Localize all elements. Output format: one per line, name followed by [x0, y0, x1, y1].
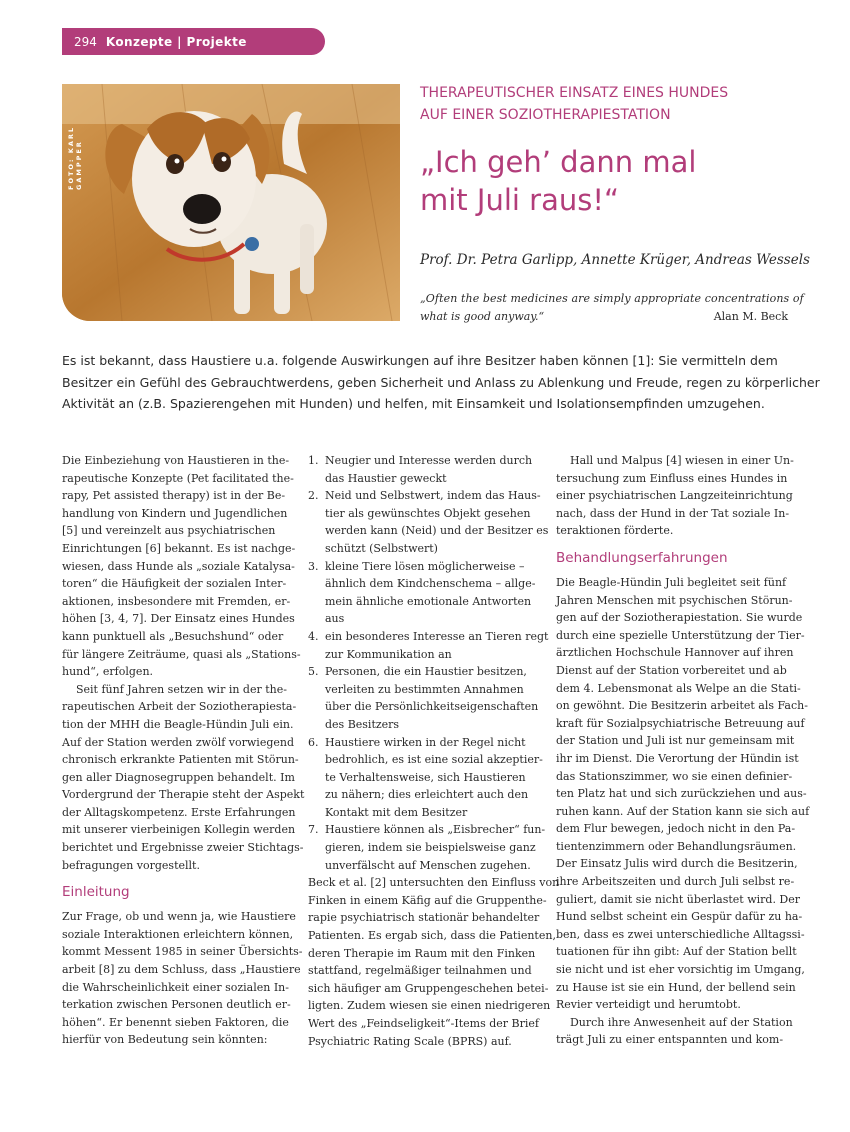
text-line: Wert des „Feindseligkeit“-Items der Brief	[308, 1017, 539, 1030]
text-line: rapeutischen Arbeit der Soziotherapiesta-	[62, 700, 297, 714]
text-line: für längere Zeiträume, quasi als „Stations-	[62, 647, 301, 661]
text-line: Revier verteidigt und herumtobt.	[556, 998, 741, 1012]
text-line: aktionen, insbesondere mit Fremden, er-	[62, 594, 291, 608]
text-line: chronisch erkrankte Patienten mit Störun-	[62, 753, 299, 767]
text-line: zu Hause ist sie ein Hund, der bellend sein	[556, 980, 796, 994]
text-line: mit unserer vierbeinigen Kollegin werden	[62, 823, 296, 837]
text-line: ihre Arbeitszeiten und durch Juli selbst re-	[556, 875, 795, 889]
text-line: des Besitzers	[325, 717, 400, 731]
kicker-line: THERAPEUTISCHER EINSATZ EINES HUNDES	[420, 85, 729, 101]
text-line: rapeutische Konzepte (Pet facilitated the-	[62, 471, 294, 485]
section-label: Konzepte | Projekte	[105, 34, 247, 49]
text-line: gieren, indem sie beispielsweise ganz	[325, 841, 536, 855]
list-number: 4.	[308, 629, 319, 643]
text-line: werden kann (Neid) und der Besitzer es	[325, 524, 549, 538]
text-line: der Station und Juli ist nur gemeinsam mit	[556, 734, 795, 748]
text-line: dem Flur bewegen, jedoch nicht in den Pa-	[556, 822, 796, 836]
list-number: 7.	[308, 823, 319, 837]
text-line: aus	[325, 612, 345, 626]
text-line: gen aller Diagnosegruppen behandelt. Im	[62, 770, 295, 784]
text-line: Dienst auf der Station vorbereitet und ab	[556, 663, 787, 677]
text-line: soziale Interaktionen erleichtern können,	[62, 927, 294, 941]
text-line: kleine Tiere lösen möglicherweise –	[325, 559, 525, 573]
lead-line: Besitzer ein Gefühl des Gebrauchtwerdens, geben Sicherheit und Anlass zu Ablenkung und Freude, regen zu körperlicher	[62, 374, 820, 390]
text-line: unverfälscht auf Menschen zugehen.	[325, 858, 531, 872]
text-line: toren“ die Häufigkeit der sozialen Inter-	[62, 577, 287, 591]
text-line: mein ähnliche emotionale Antworten	[325, 594, 532, 608]
text-line: Haustiere wirken in der Regel nicht	[325, 735, 526, 749]
text-line: trägt Juli zu einer entspannten und kom-	[556, 1033, 784, 1047]
text-line: Die Einbeziehung von Haustieren in the-	[62, 454, 290, 467]
text-line: Patienten. Es ergab sich, dass die Patienten,	[308, 929, 556, 943]
text-line: Einrichtungen [6] bekannt. Es ist nachge-	[62, 541, 296, 555]
text-line: arbeit [8] zu dem Schluss, dass „Haustiere	[62, 963, 301, 977]
text-line: nach, dass der Hund in der Tat soziale In-	[556, 506, 790, 520]
text-line: Vordergrund der Therapie steht der Aspekt	[62, 788, 305, 802]
list-item	[308, 628, 549, 663]
text-line: ihr im Dienst. Die Verortung der Hündin ist	[556, 751, 799, 765]
list-item	[308, 487, 549, 557]
text-line: handlung von Kindern und Jugendlichen	[62, 506, 288, 520]
text-line: Neugier und Interesse werden durch	[325, 454, 533, 467]
epigraph-line: what is good anyway.“	[420, 310, 545, 323]
text-line: tientenzimmern oder Behandlungsräumen.	[556, 839, 797, 853]
text-line: on gewöhnt. Die Besitzerin arbeitet als Fach-	[556, 699, 808, 713]
running-header	[62, 28, 325, 55]
text-line: [5] und vereinzelt aus psychiatrischen	[62, 524, 276, 538]
text-line: tuationen für ihn gibt: Auf der Station bellt	[556, 945, 797, 959]
text-line: Kontakt mit dem Besitzer	[325, 805, 468, 819]
text-line: höhen“. Er benennt sieben Faktoren, die	[62, 1015, 289, 1029]
text-line: ein besonderes Interesse an Tieren regt	[325, 629, 549, 643]
text-line: bedrohlich, es ist eine sozial akzeptier-	[325, 753, 543, 767]
text-line: ben, dass es zwei unterschiedliche Alltagssi-	[556, 927, 805, 941]
text-line: ligten. Zudem wiesen sie einen niedrigeren	[308, 999, 551, 1013]
dog-illustration	[62, 84, 400, 321]
text-line: befragungen vorgestellt.	[62, 858, 200, 872]
text-line: tier als gewünschtes Objekt gesehen	[325, 506, 531, 520]
text-line: rapie psychiatrisch stationär behandelter	[308, 911, 540, 925]
text-line: ten Platz hat und sich zurückziehen und aus-	[556, 787, 807, 801]
list-item	[308, 734, 542, 822]
text-line: verleiten zu bestimmten Annahmen	[325, 682, 524, 696]
kicker-line: AUF EINER SOZIOTHERAPIESTATION	[420, 107, 671, 123]
text-line: kraft für Sozialpsychiatrische Betreuung auf	[556, 716, 805, 730]
text-line: Zur Frage, ob und wenn ja, wie Haustiere	[62, 910, 296, 924]
text-line: hierfür von Bedeutung sein könnten:	[62, 1033, 268, 1047]
list-item	[308, 821, 546, 874]
section-heading: Behandlungserfahrungen	[556, 549, 728, 566]
column-3	[556, 452, 810, 1049]
lead-paragraph	[62, 350, 820, 415]
text-line: gen auf der Soziotherapiestation. Sie wurde	[556, 611, 803, 625]
article-title	[420, 143, 810, 219]
list-item	[308, 452, 542, 487]
list-number: 5.	[308, 665, 319, 679]
text-line: das Haustier geweckt	[325, 471, 447, 485]
text-line: Hund selbst scheint ein Gespür dafür zu ha-	[556, 910, 803, 924]
epigraph-line: „Often the best medicines are simply appropriate concentrations of	[420, 292, 804, 305]
list-number: 6.	[308, 735, 319, 749]
text-line: kann punktuell als „Besuchshund“ oder	[62, 629, 284, 643]
text-line: Jahren Menschen mit psychischen Störun-	[556, 593, 793, 607]
text-line: Psychiatric Rating Scale (BPRS) auf.	[308, 1034, 512, 1048]
text-line: Beck et al. [2] untersuchten den Einfluss von	[308, 876, 560, 890]
text-line: Personen, die ein Haustier besitzen,	[325, 665, 527, 679]
text-line: ärztlichen Hochschule Hannover auf ihren	[556, 646, 794, 660]
text-line: stattfand, regelmäßiger teilnahmen und	[308, 964, 532, 978]
list-number: 3.	[308, 559, 319, 573]
text-line: ähnlich dem Kindchenschema – allge-	[325, 577, 536, 591]
text-line: der Alltagskompetenz. Erste Erfahrungen	[62, 805, 296, 819]
lead-line: Aktivität an (z.B. Spazierengehen mit Hunden) und helfen, mit Einsamkeit und Isolationsempfinden umzugehen.	[62, 396, 765, 411]
text-line: Durch ihre Anwesenheit auf der Station	[556, 1015, 793, 1029]
text-line: zu nähern; dies erleichtert auch den	[325, 788, 529, 802]
photo-credit: FOTO: KARL GAMPPER	[67, 125, 83, 190]
text-line: Neid und Selbstwert, indem das Haus-	[325, 489, 541, 503]
text-line: Haustiere können als „Eisbrecher“ fun-	[325, 823, 546, 837]
text-line: berichtet und Ergebnisse zweier Stichtags-	[62, 841, 304, 855]
lead-line: Es ist bekannt, dass Haustiere u.a. folgende Auswirkungen auf ihre Besitzer haben können [1]: Sie vermitteln dem	[62, 353, 778, 368]
text-line: teraktionen förderte.	[556, 524, 674, 538]
title-line: mit Juli raus!“	[420, 183, 619, 217]
text-line: Der Einsatz Julis wird durch die Besitzerin,	[556, 857, 798, 871]
text-line: Seit fünf Jahren setzen wir in der the-	[62, 682, 287, 696]
text-line: Auf der Station werden zwölf vorwiegend	[62, 735, 295, 749]
text-line: dem 4. Lebensmonat als Welpe an die Stati-	[556, 681, 801, 695]
list-item	[308, 663, 542, 733]
text-line: durch eine spezielle Unterstützung der Tier-	[556, 628, 805, 642]
text-line: zur Kommunikation an	[325, 647, 452, 661]
text-line: schützt (Selbstwert)	[325, 541, 438, 555]
list-number: 1.	[308, 454, 319, 467]
text-line: sie nicht und ist eher vorsichtig im Umgang,	[556, 963, 805, 977]
text-line: rapy, Pet assisted therapy) ist in der Be-	[62, 489, 286, 503]
epigraph-source: Alan M. Beck	[713, 310, 788, 323]
title-line: „Ich geh’ dann mal	[420, 145, 697, 179]
text-line: Hall und Malpus [4] wiesen in einer Un-	[556, 454, 794, 467]
text-line: hund“, erfolgen.	[62, 665, 154, 679]
text-line: terkation zwischen Personen deutlich er-	[62, 998, 291, 1012]
text-line: wiesen, dass Hunde als „soziale Katalysa-	[62, 559, 295, 573]
text-line: deren Therapie im Raum mit den Finken	[308, 946, 536, 960]
text-line: die Wahrscheinlichkeit einer sozialen In-	[62, 980, 289, 994]
column-2	[308, 452, 560, 1050]
list-number: 2.	[308, 489, 319, 503]
text-line: höhen [3, 4, 7]. Der Einsatz eines Hundes	[62, 612, 295, 626]
section-heading: Einleitung	[62, 884, 130, 901]
text-line: kommt Messent 1985 in seiner Übersichts-	[62, 945, 303, 959]
text-line: über die Persönlichkeitseigenschaften	[325, 700, 539, 714]
dog-photo	[62, 84, 400, 321]
text-line: tersuchung zum Einfluss eines Hundes in	[556, 471, 788, 485]
text-line: Die Beagle-Hündin Juli begleitet seit fünf	[556, 575, 787, 589]
text-line: das Stationszimmer, wo sie einen definier-	[556, 769, 793, 783]
page-number: 294	[74, 34, 97, 49]
text-line: guliert, damit sie nicht überlastet wird. Der	[556, 892, 801, 906]
column-1	[62, 452, 305, 1049]
text-line: te Verhaltensweise, sich Haustieren	[325, 770, 526, 784]
text-line: tion der MHH die Beagle-Hündin Juli ein.	[62, 717, 294, 731]
text-line: sich häufiger am Gruppengeschehen betei-	[308, 981, 549, 995]
text-line: einer psychiatrischen Langzeiteinrichtung	[556, 489, 793, 503]
authors: Prof. Dr. Petra Garlipp, Annette Krüger, Andreas Wessels	[420, 252, 810, 268]
kicker	[420, 82, 800, 126]
text-line: Finken in einem Käfig auf die Gruppenthe-	[308, 893, 547, 907]
list-item	[308, 558, 542, 628]
text-line: ruhen kann. Auf der Station kann sie sich auf	[556, 804, 810, 818]
